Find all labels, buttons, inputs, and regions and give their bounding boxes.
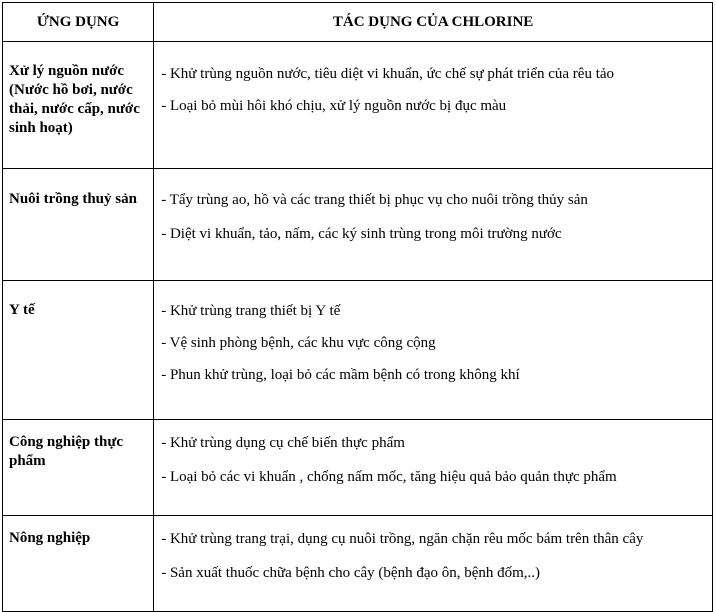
table-row <box>3 42 713 169</box>
effect-item: - Vệ sinh phòng bệnh, các khu vực công cộng <box>161 335 436 351</box>
effect-item: - Phun khử trùng, loại bỏ các mầm bệnh có trong không khí <box>161 367 520 383</box>
application-cell: Y tế <box>3 281 154 420</box>
header-application: ỨNG DỤNG <box>3 3 154 42</box>
table-header-row <box>3 3 713 42</box>
header-effect: TÁC DỤNG CỦA CHLORINE <box>154 3 713 42</box>
effect-item: - Tẩy trùng ao, hồ và các trang thiết bị phục vụ cho nuôi trồng thủy sản <box>161 192 588 208</box>
table-row <box>3 420 713 516</box>
effect-cell <box>154 420 713 516</box>
table-row <box>3 169 713 281</box>
application-cell: Nuôi trồng thuỷ sản <box>3 169 154 281</box>
application-cell: Xử lý nguồn nước (Nước hồ bơi, nước thải, nước cấp, nước sinh hoạt) <box>3 42 154 169</box>
effect-cell <box>154 169 713 281</box>
table-row <box>3 281 713 420</box>
effect-item: - Sản xuất thuốc chữa bệnh cho cây (bệnh đạo ôn, bệnh đốm,..) <box>161 565 541 581</box>
effect-item: - Khử trùng trang thiết bị Y tế <box>161 303 341 319</box>
effect-item: - Khử trùng trang trại, dụng cụ nuôi trồng, ngăn chặn rêu mốc bám trên thân cây <box>161 531 644 547</box>
effect-cell <box>154 281 713 420</box>
effect-item: - Khử trùng dụng cụ chế biến thực phẩm <box>161 435 405 451</box>
application-cell: Công nghiệp thực phẩm <box>3 420 154 516</box>
effect-item: - Loại bỏ các vi khuẩn , chống nấm mốc, tăng hiệu quả bảo quản thực phẩm <box>161 469 617 485</box>
effect-cell <box>154 516 713 612</box>
effect-item: - Diệt vi khuẩn, tảo, nấm, các ký sinh trùng trong môi trường nước <box>161 226 562 242</box>
chlorine-applications-table <box>2 2 713 612</box>
effect-item: - Khử trùng nguồn nước, tiêu diệt vi khuẩn, ức chế sự phát triển của rêu tảo <box>161 66 615 82</box>
effect-item: - Loại bỏ mùi hôi khó chịu, xử lý nguồn nước bị đục màu <box>161 98 507 114</box>
application-cell: Nông nghiệp <box>3 516 154 612</box>
table-row <box>3 516 713 612</box>
effect-cell <box>154 42 713 169</box>
